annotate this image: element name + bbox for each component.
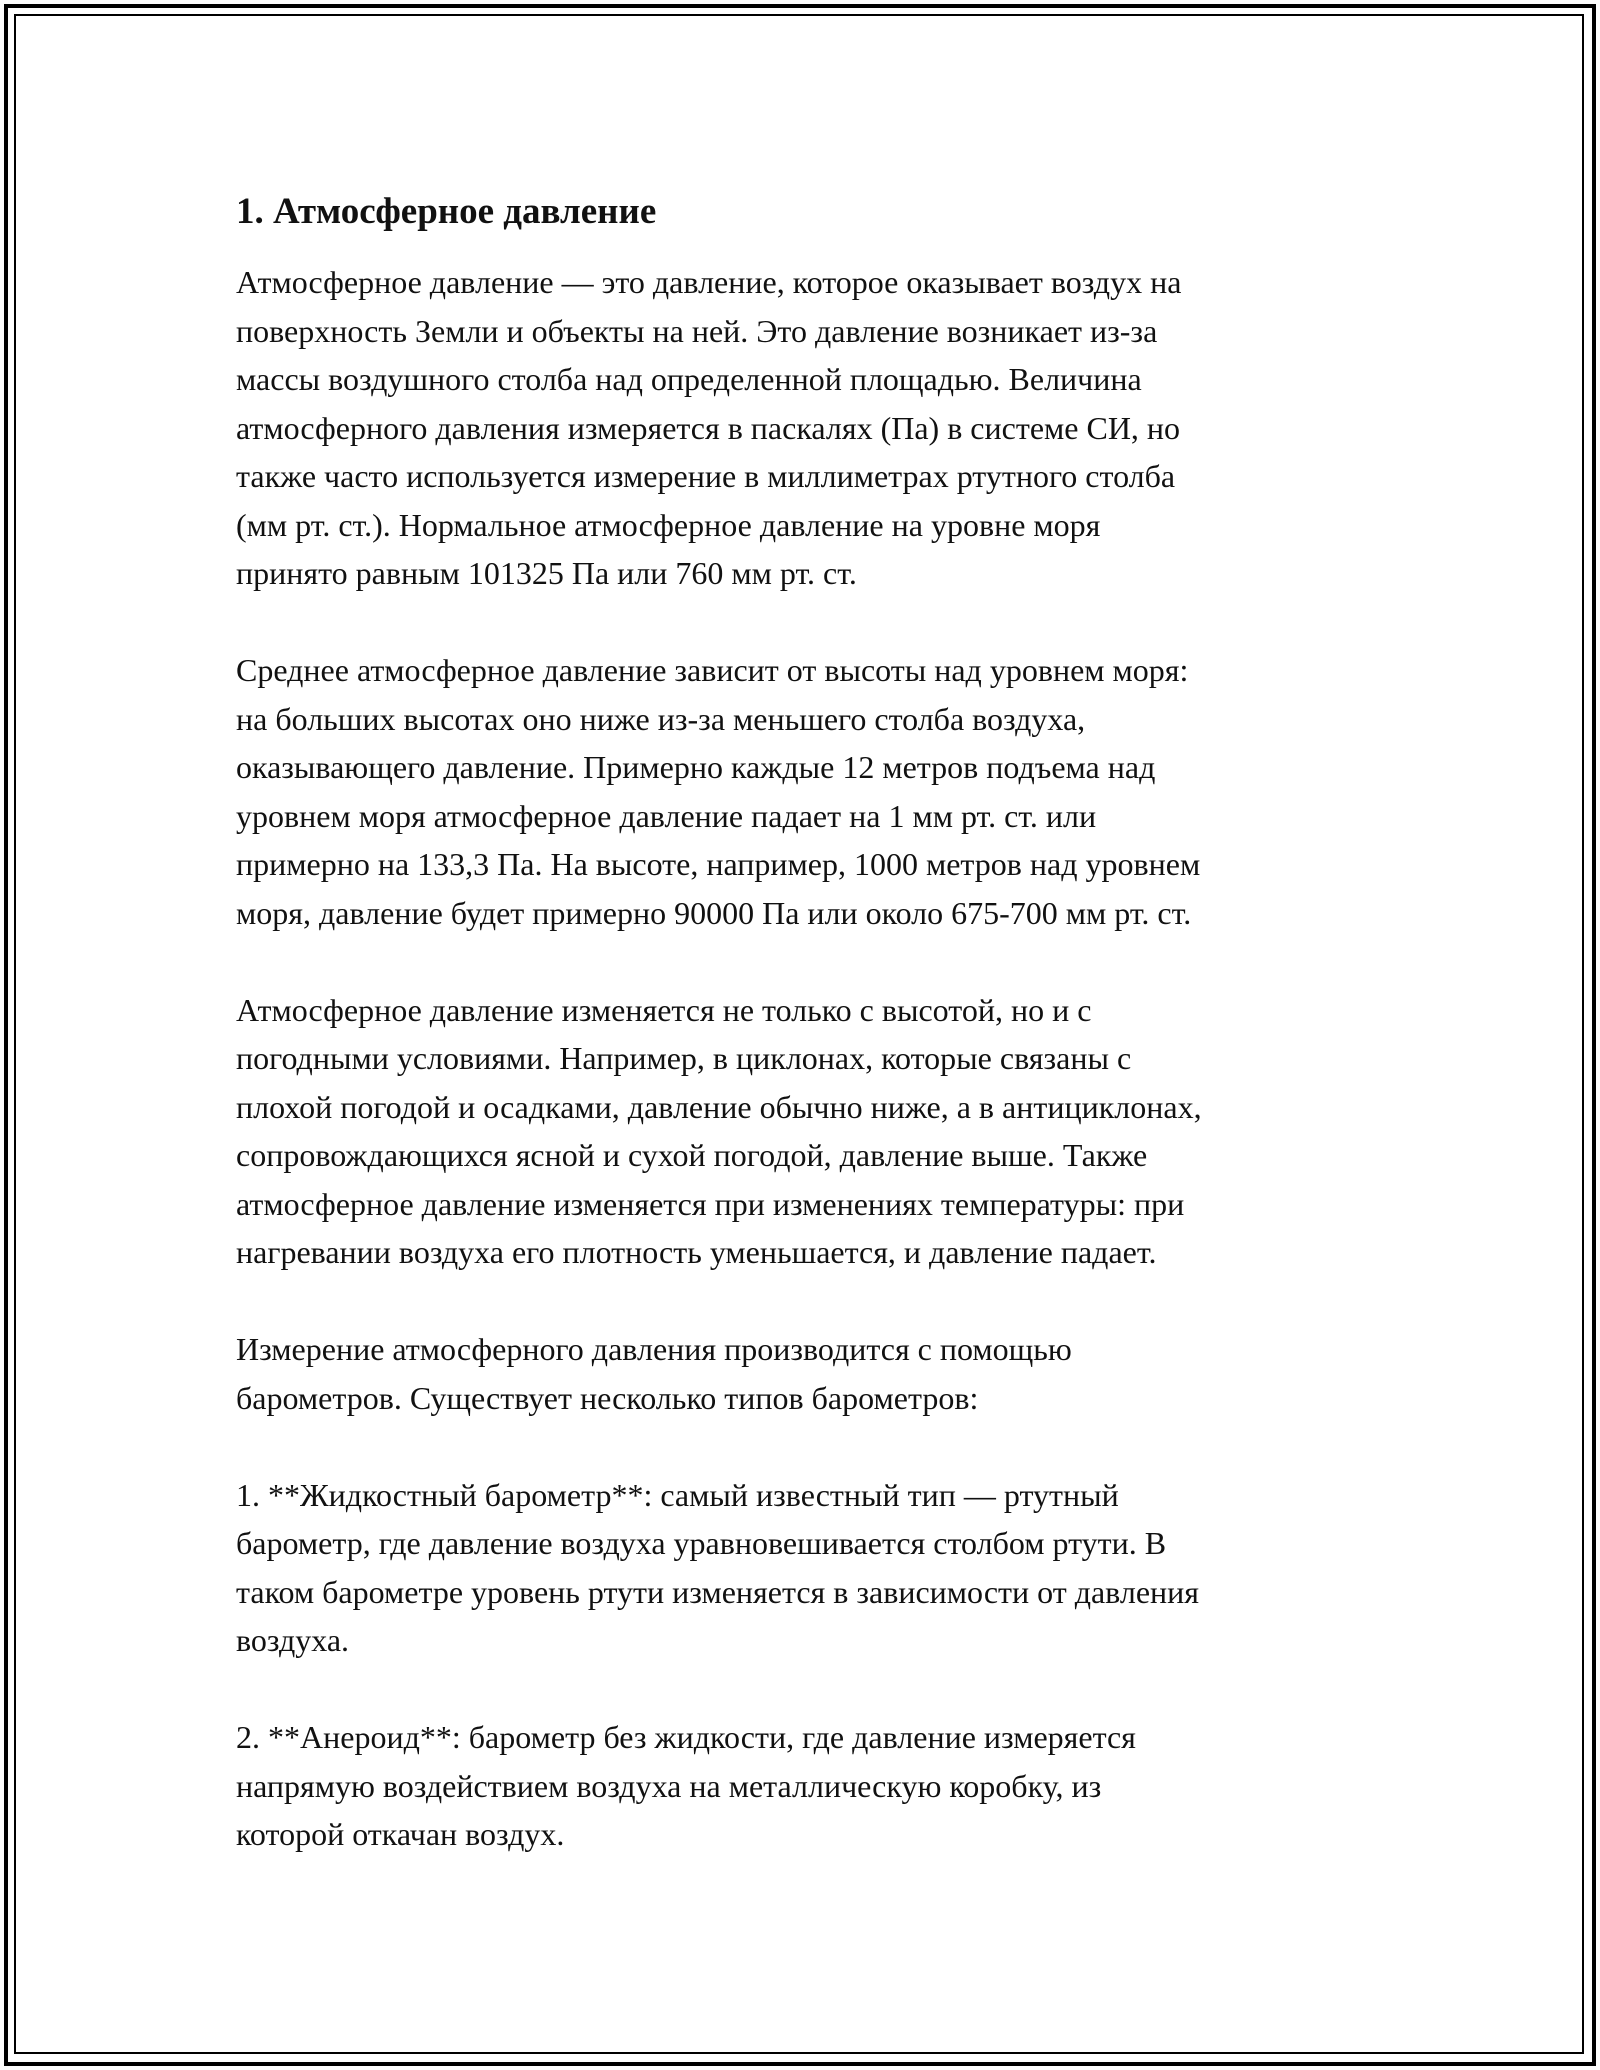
section-title: 1. Атмосферное давление [236, 191, 657, 232]
paragraph-gap [236, 1277, 1366, 1326]
list-item-aneroid: 2. **Анероид**: барометр без жидкости, где давление измеряется напрямую воздействием воздуха на металлическую коробку, из которой откачан воздух. [236, 1719, 1136, 1852]
paragraph-weather: Атмосферное давление изменяется не только с высотой, но и с погодными условиями. Например, в циклонах, которые связаны с плохой погодой и осадками, давление обычно ниже, а в антициклонах, сопровождающихся ясной и сухой погодой, давление выше. Также атмосферное давление изменяется при изменениях температуры: при нагревании воздуха его плотность уменьшается, и давление падает. [236, 991, 1202, 1270]
paragraph-gap [236, 1665, 1366, 1714]
document-body [236, 188, 1366, 1859]
list-item-liquid-barometer: 1. **Жидкостный барометр**: самый известный тип — ртутный барометр, где давление воздуха уравновешивается столбом ртути. В таком барометре уровень ртути изменяется в зависимости от давления воздуха. [236, 1476, 1199, 1658]
paragraph-measurement: Измерение атмосферного давления производится с помощью барометров. Существует несколько типов барометров: [236, 1331, 1072, 1416]
paragraph-gap [236, 598, 1366, 647]
paragraph-gap [236, 937, 1366, 986]
paragraph-definition: Атмосферное давление — это давление, которое оказывает воздух на поверхность Земли и объекты на ней. Это давление возникает из-за массы воздушного столба над определенной площадью. Величина атмосферного давления измеряется в паскалях (Па) в системе СИ, но также часто используется измерение в миллиметрах ртутного столба (мм рт. ст.). Нормальное атмосферное давление на уровне моря принято равным 101325 Па или 760 мм рт. ст. [236, 264, 1182, 591]
paragraph-gap [236, 1422, 1366, 1471]
paragraph-altitude: Среднее атмосферное давление зависит от высоты над уровнем моря: на больших высотах оно ниже из-за меньшего столба воздуха, оказывающего давление. Примерно каждые 12 метров подъема над уровнем моря атмосферное давление падает на 1 мм рт. ст. или примерно на 133,3 Па. На высоте, например, 1000 метров над уровнем моря, давление будет примерно 90000 Па или около 675-700 мм рт. ст. [236, 652, 1201, 931]
